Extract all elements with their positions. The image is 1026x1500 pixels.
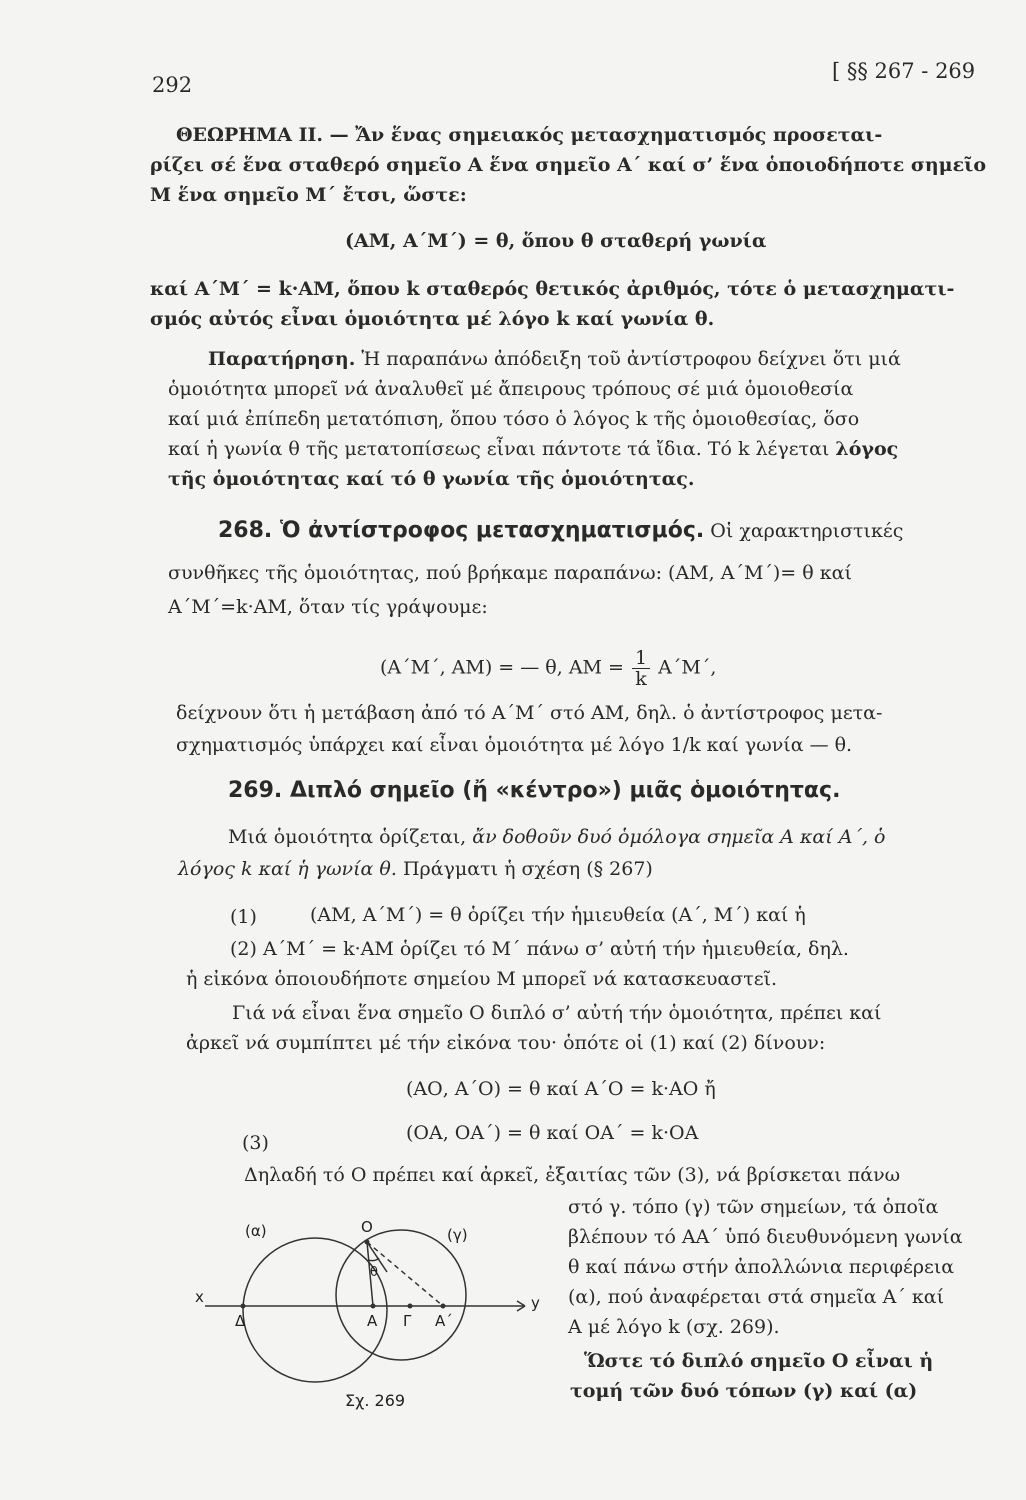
section-269-line-3: ἡ εἰκόνα ὁποιουδήποτε σημείου Μ μπορεῖ νά κατασκευαστεῖ. bbox=[186, 968, 778, 990]
label-Delta: Δ bbox=[235, 1312, 246, 1330]
figure-caption: Σχ. 269 bbox=[345, 1391, 406, 1410]
eq-3b: (ΟΑ, ΟΑ΄) = θ καί ΟΑ΄ = k·ΟΑ bbox=[406, 1122, 699, 1144]
section-269-title: Διπλό σημεῖο (ἤ «κέντρο») μιᾶς ὁμοιότητας. bbox=[282, 778, 841, 803]
section-268-formula bbox=[380, 648, 716, 689]
section-269-text-2b: Πράγματι ἡ σχέση (§ 267) bbox=[396, 858, 653, 880]
section-268-heading bbox=[218, 518, 903, 544]
label-gamma: (γ) bbox=[447, 1226, 468, 1244]
section-268-line-2: συνθῆκες τῆς ὁμοιότητας, πού βρήκαμε παραπάνω: (ΑΜ, Α΄Μ΄)= θ καί bbox=[168, 562, 852, 584]
remark-label: Παρατήρηση. bbox=[208, 348, 356, 370]
conclusion-line-1: Ὥστε τό διπλό σημεῖο Ο εἶναι ἡ bbox=[584, 1350, 934, 1372]
conclusion-line-2: τομή τῶν δυό τόπων (γ) καί (α) bbox=[570, 1380, 918, 1402]
section-269-text-1b: ἄν δοθοῦν δυό ὁμόλογα σημεῖα Α καί Α΄, ὁ bbox=[472, 826, 886, 848]
theorem-line-1 bbox=[176, 122, 882, 148]
point-Delta bbox=[241, 1304, 246, 1309]
eq-2: (2) Α΄Μ΄ = k·AM ὁρίζει τό Μ΄ πάνω σ’ αὐτή τήν ἡμιευθεία, δηλ. bbox=[230, 938, 849, 960]
formula-right: Α΄Μ΄, bbox=[658, 656, 717, 679]
side-text-5: Α μέ λόγο k (σχ. 269). bbox=[568, 1316, 780, 1338]
theorem-line-2: ρίζει σέ ἕνα σταθερό σημεῖο Α ἕνα σημεῖο Α΄ καί σ’ ἕνα ὁποιοδήποτε σημεῖο bbox=[150, 154, 987, 176]
point-O bbox=[365, 1240, 370, 1245]
remark-line-1 bbox=[208, 346, 901, 372]
remark-line-4 bbox=[168, 436, 898, 462]
label-Gamma: Γ bbox=[403, 1312, 412, 1330]
section-268-line-5: σχηματισμός ὑπάρχει καί εἶναι ὁμοιότητα μέ λόγο 1/k καί γωνία — θ. bbox=[176, 734, 853, 756]
remark-text-1: Ἡ παραπάνω ἀπόδειξη τοῦ ἀντίστροφου δείχνει ὅτι μιά bbox=[355, 348, 901, 370]
apollonian-circle-alpha bbox=[243, 1238, 387, 1382]
section-269-line-1 bbox=[228, 824, 885, 850]
remark-line-5: τῆς ὁμοιότητας καί τό θ γωνία τῆς ὁμοιότητας. bbox=[168, 468, 695, 490]
section-269-number: 269. bbox=[228, 778, 283, 803]
side-text-4: (α), πού ἀναφέρεται στά σημεῖα Α΄ καί bbox=[568, 1286, 945, 1308]
eq-1-label: (1) bbox=[230, 906, 257, 928]
eq-3-label: (3) bbox=[242, 1132, 269, 1154]
section-269-heading bbox=[228, 778, 840, 804]
theorem-line-5: σμός αὐτός εἶναι ὁμοιότητα μέ λόγο k καί γωνία θ. bbox=[150, 308, 715, 330]
remark-text-4b: λόγος bbox=[835, 438, 899, 460]
fraction bbox=[632, 648, 650, 689]
theorem-text-1: Ἄν ἕνας σημειακός μετασχηματισμός προσεται- bbox=[355, 124, 883, 146]
section-269-line-2 bbox=[178, 856, 653, 882]
label-theta: θ bbox=[370, 1265, 378, 1280]
section-reference: [ §§ 267 - 269 bbox=[832, 59, 976, 83]
point-Gamma bbox=[408, 1304, 413, 1309]
label-y: y bbox=[531, 1294, 540, 1312]
theorem-formula: (AM, A΄M΄) = θ, ὅπου θ σταθερή γωνία bbox=[345, 230, 767, 252]
point-A-prime bbox=[441, 1304, 446, 1309]
figure-269 bbox=[185, 1210, 565, 1415]
section-269-text-2a: λόγος k καί ἡ γωνία θ. bbox=[178, 858, 397, 880]
label-O: Ο bbox=[361, 1218, 373, 1236]
section-268-title: Ὁ ἀντίστροφος μετασχηματισμός. bbox=[272, 518, 705, 543]
theorem-line-4: καί Α΄Μ΄ = k·AM, ὅπου k σταθερός θετικός ἀριθμός, τότε ὁ μετασχηματι- bbox=[150, 278, 955, 300]
label-A: Α bbox=[367, 1312, 378, 1330]
theorem-line-3: Μ ἕνα σημεῖο Μ΄ ἔτσι, ὥστε: bbox=[150, 184, 467, 206]
section-268-line-3: Α΄Μ΄=k·AM, ὅταν τίς γράψουμε: bbox=[168, 596, 488, 618]
fraction-numerator: 1 bbox=[632, 648, 650, 669]
segment-OA-prime bbox=[367, 1242, 443, 1306]
side-text-1: στό γ. τόπο (γ) τῶν σημείων, τά ὁποῖα bbox=[568, 1196, 939, 1218]
label-A-prime: Α΄ bbox=[435, 1312, 453, 1330]
section-268-line-4: δείχνουν ὅτι ἡ μετάβαση ἀπό τό Α΄Μ΄ στό ΑΜ, δηλ. ὁ ἀντίστροφος μετα- bbox=[176, 702, 883, 724]
fraction-denominator: k bbox=[635, 668, 647, 690]
eq-1: (ΑΜ, Α΄Μ΄) = θ ὁρίζει τήν ἡμιευθεία (Α΄, Μ΄) καί ἡ bbox=[310, 904, 806, 926]
side-text-3: θ καί πάνω στήν ἀπολλώνια περιφέρεια bbox=[568, 1256, 955, 1278]
theorem-title: ΘΕΩΡΗΜΑ ΙΙ. — bbox=[176, 124, 356, 146]
section-269-line-6: Δηλαδή τό Ο πρέπει καί ἀρκεῖ, ἐξαιτίας τῶν (3), νά βρίσκεται πάνω bbox=[244, 1164, 901, 1186]
remark-text-4a: καί ἡ γωνία θ τῆς μετατοπίσεως εἶναι πάντοτε τά ἴδια. Τό k λέγεται bbox=[168, 438, 836, 460]
page-number: 292 bbox=[152, 73, 193, 97]
section-268-number: 268. bbox=[218, 518, 273, 543]
label-alpha: (α) bbox=[245, 1222, 267, 1240]
section-269-line-5: ἀρκεῖ νά συμπίπτει μέ τήν εἰκόνα του· ὁπότε οἱ (1) καί (2) δίνουν: bbox=[186, 1032, 826, 1054]
remark-line-3: καί μιά ἐπίπεδη μετατόπιση, ὅπου τόσο ὁ λόγος k τῆς ὁμοιοθεσίας, ὅσο bbox=[168, 408, 860, 430]
formula-left: (Α΄Μ΄, ΑΜ) = — θ, ΑΜ = bbox=[380, 656, 630, 679]
section-268-line-1-tail: Οἱ χαρακτηριστικές bbox=[704, 520, 904, 542]
remark-line-2: ὁμοιότητα μπορεῖ νά ἀναλυθεῖ μέ ἄπειρους τρόπους σέ μιά ὁμοιοθεσία bbox=[168, 378, 854, 400]
section-269-text-1a: Μιά ὁμοιότητα ὁρίζεται, bbox=[228, 826, 473, 848]
section-269-line-4: Γιά νά εἶναι ἕνα σημεῖο Ο διπλό σ’ αὐτή τήν ὁμοιότητα, πρέπει καί bbox=[232, 1002, 882, 1024]
locus-circle-gamma bbox=[336, 1230, 466, 1360]
label-x: x bbox=[195, 1288, 204, 1306]
eq-3a: (ΑΟ, Α΄Ο) = θ καί Α΄Ο = k·ΑΟ ἤ bbox=[406, 1078, 716, 1100]
side-text-2: βλέπουν τό ΑΑ΄ ὑπό διευθυνόμενη γωνία bbox=[568, 1226, 963, 1248]
point-A bbox=[371, 1304, 376, 1309]
